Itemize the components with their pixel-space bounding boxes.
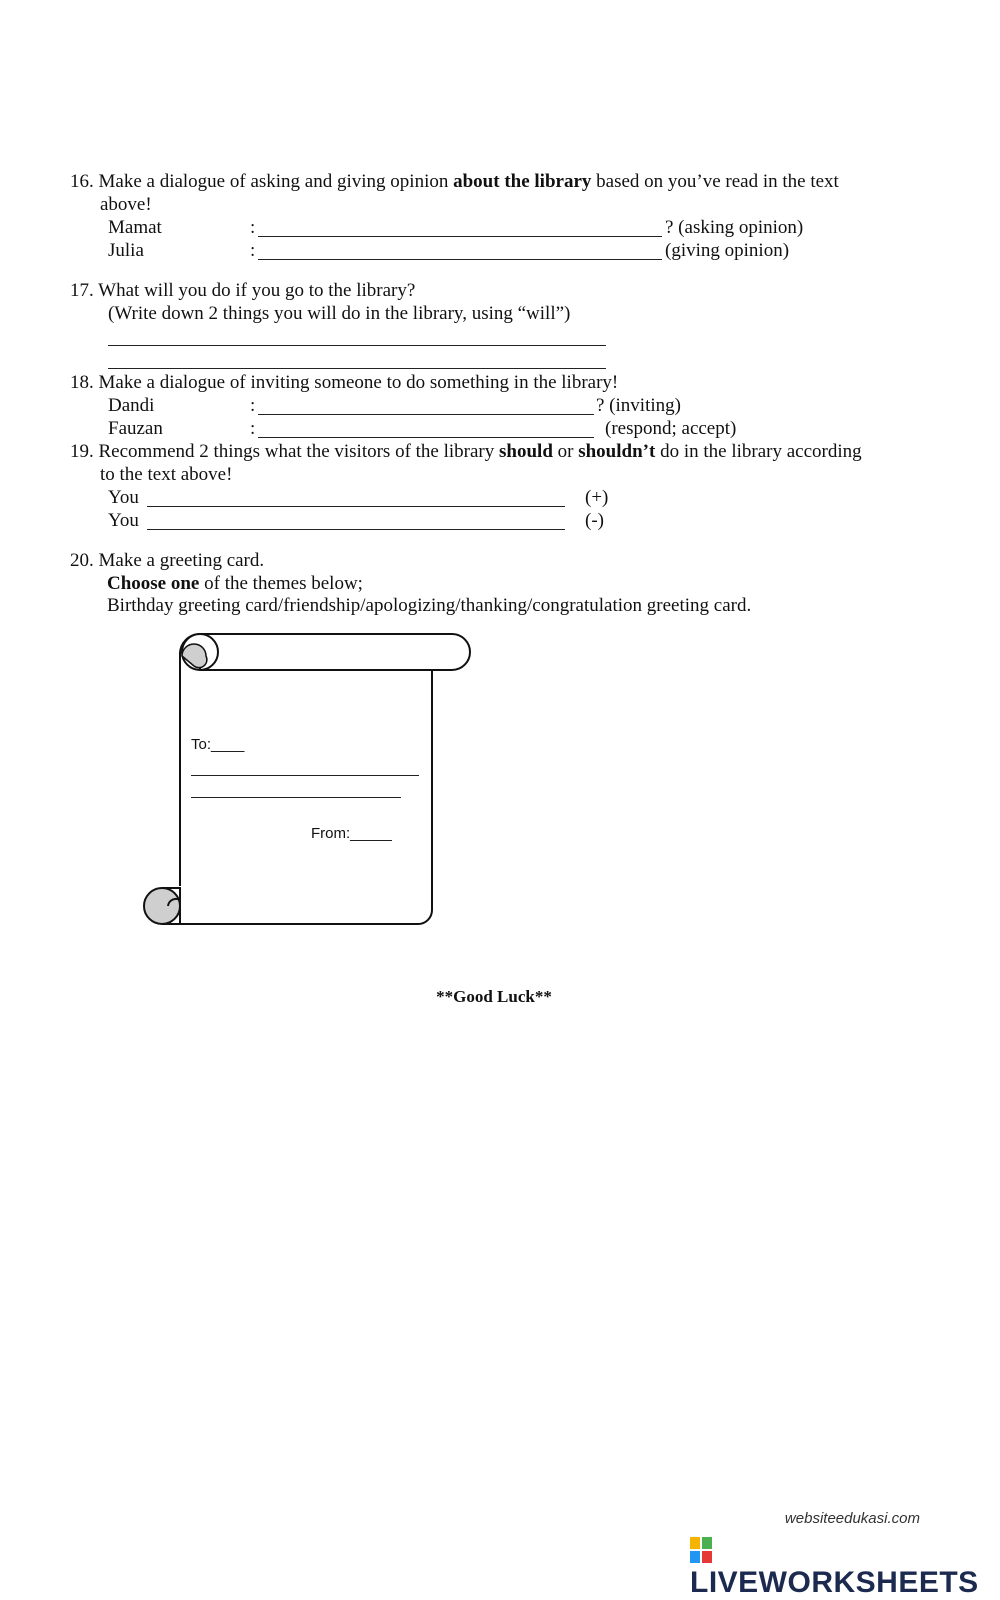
q18-colon-2: :: [250, 418, 256, 439]
q16-suffix-1: ? (asking opinion): [665, 217, 804, 238]
q18-text: Make a dialogue of inviting someone to do something in the library!: [98, 372, 619, 393]
q19-answer-field-2[interactable]: [147, 529, 565, 530]
q18-colon-1: :: [250, 395, 256, 416]
q16-number: 16.: [70, 171, 94, 192]
q20-number: 20.: [70, 550, 94, 571]
q17-number: 17.: [70, 280, 94, 301]
card-from-label: From:_____: [311, 825, 392, 842]
footer-site: websiteedukasi.com: [784, 1510, 920, 1527]
q20-question: [70, 549, 264, 572]
q16-suffix-2: (giving opinion): [665, 240, 790, 261]
q19-bold-1: should: [499, 441, 553, 462]
scroll-card-graphic: [140, 630, 480, 930]
q16-answer-field-1[interactable]: [258, 236, 662, 237]
q16-speaker-2: Julia: [108, 240, 144, 261]
card-message-field-2[interactable]: [191, 797, 401, 798]
q19-question: [70, 440, 862, 463]
q17-answer-field-2[interactable]: [108, 368, 606, 369]
q16-text-bold: about the library: [453, 171, 592, 192]
q19-text-b: or: [552, 441, 579, 462]
q18-question: [70, 371, 618, 394]
footer-brand-line: [690, 1532, 1000, 1600]
q16-speaker-1: Mamat: [108, 217, 162, 238]
liveworksheets-logo-icon: [690, 1537, 712, 1563]
footer-brand: LIVEWORKSHEETS: [690, 1566, 979, 1599]
q16-answer-field-2[interactable]: [258, 259, 662, 260]
q19-sign-2: (-): [585, 510, 604, 531]
card-message-field-1[interactable]: [191, 775, 419, 776]
q20-text: Make a greeting card.: [98, 550, 265, 571]
q17-question: [70, 279, 415, 302]
card-to-label: To:____: [191, 736, 245, 753]
q19-sign-1: (+): [585, 487, 609, 508]
q17-hint: (Write down 2 things you will do in the library, using “will”): [108, 303, 571, 324]
q19-number: 19.: [70, 441, 94, 462]
q17-text: What will you do if you go to the library?: [98, 280, 416, 301]
q18-suffix-1: ? (inviting): [596, 395, 681, 416]
q16-question: [70, 170, 839, 193]
q16-colon-2: :: [250, 240, 256, 261]
q20-choose-bold: Choose one: [107, 573, 200, 594]
q18-answer-field-2[interactable]: [258, 437, 594, 438]
q16-text-a: Make a dialogue of asking and giving opinion: [98, 171, 454, 192]
q17-answer-field-1[interactable]: [108, 345, 606, 346]
q20-choose-line: [107, 572, 363, 595]
q19-answer-field-1[interactable]: [147, 506, 565, 507]
q18-suffix-2: (respond; accept): [605, 418, 737, 439]
q19-text-c: do in the library according: [655, 441, 862, 462]
q19-bold-2: shouldn’t: [578, 441, 656, 462]
q16-text-b: based on you’ve read in the text: [591, 171, 839, 192]
q18-number: 18.: [70, 372, 94, 393]
q20-choose-rest: of the themes below;: [199, 573, 363, 594]
q20-themes: Birthday greeting card/friendship/apologizing/thanking/congratulation greeting card.: [107, 595, 752, 616]
good-luck-text: **Good Luck**: [436, 987, 552, 1006]
q19-label-2: You: [108, 510, 139, 531]
q16-colon-1: :: [250, 217, 256, 238]
q18-speaker-1: Dandi: [108, 395, 155, 416]
q19-text-d: to the text above!: [100, 464, 233, 485]
q18-answer-field-1[interactable]: [258, 414, 594, 415]
q19-text-a: Recommend 2 things what the visitors of the library: [98, 441, 500, 462]
q16-text-c: above!: [100, 194, 152, 215]
q19-label-1: You: [108, 487, 139, 508]
q18-speaker-2: Fauzan: [108, 418, 163, 439]
